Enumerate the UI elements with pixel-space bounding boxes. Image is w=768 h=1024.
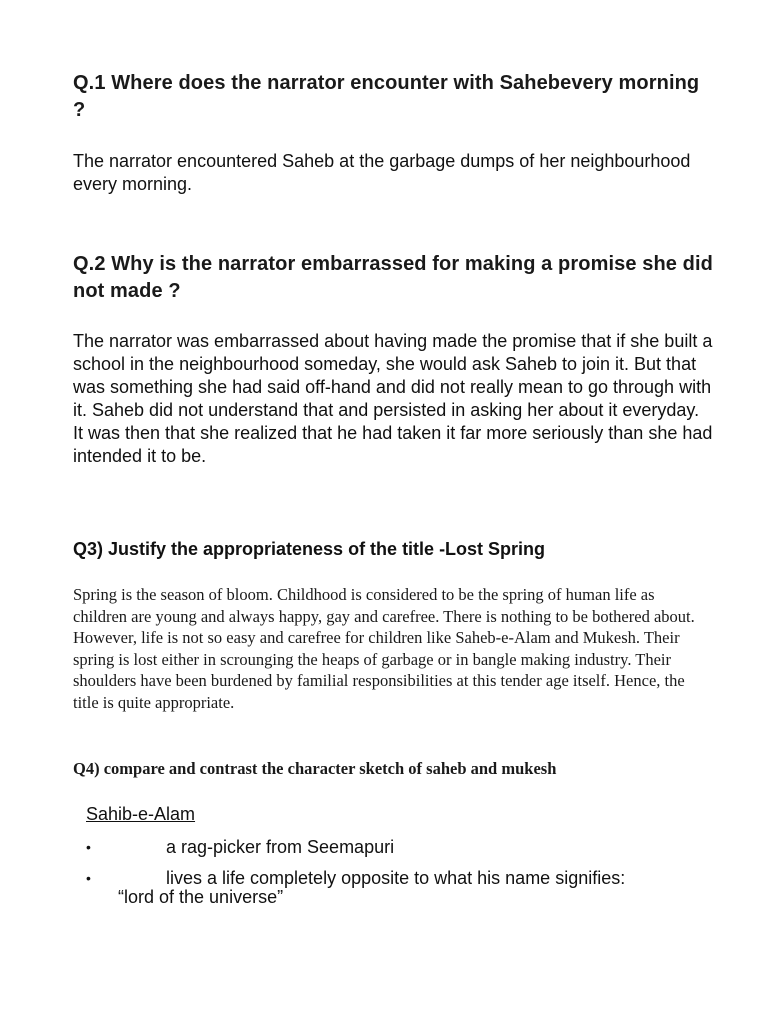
bullet-continuation: “lord of the universe” [118, 887, 284, 907]
question-2-heading: Q.2 Why is the narrator embarrassed for making a promise she did not made ? [73, 253, 713, 302]
bullet-text: lives a life completely opposite to what his name signifies: [166, 868, 626, 888]
bullet-icon: • [86, 839, 91, 855]
answer-1-text: The narrator encountered Saheb at the garbage dumps of her neighbourhood every morning. [73, 151, 691, 194]
question-1-heading: Q.1 Where does the narrator encounter with Sahebevery morning ? [73, 72, 700, 121]
question-4-heading: Q4) compare and contrast the character sketch of saheb and mukesh [73, 759, 557, 778]
bullet-icon: • [86, 870, 91, 886]
character-subtitle: Sahib-e-Alam [86, 804, 196, 824]
bullet-text: a rag-picker from Seemapuri [166, 837, 395, 857]
answer-2-text: The narrator was embarrassed about having made the promise that if she built a school in the neighbourhood someday, she would ask Saheb to join it. But that was something she had said off-hand and did not really mean to go through with it. Saheb did not understand that and persisted in asking her about it everyday. It was then that she realized that he had taken it far more seriously than she had intended it to be. [73, 331, 713, 466]
answer-3-text: Spring is the season of bloom. Childhood is considered to be the spring of human life as children are young and always happy, gay and carefree. There is nothing to be bothered about. However, life is not so easy and carefree for children like Saheb-e-Alam and Mukesh. Their spring is lost either in scrounging the heaps of garbage or in bangle making industry. Their shoulders have been burdened by familial responsibilities at this tender age itself. Hence, the title is quite appropriate. [73, 585, 695, 712]
question-3-heading: Q3) Justify the appropriateness of the title -Lost Spring [73, 539, 546, 559]
